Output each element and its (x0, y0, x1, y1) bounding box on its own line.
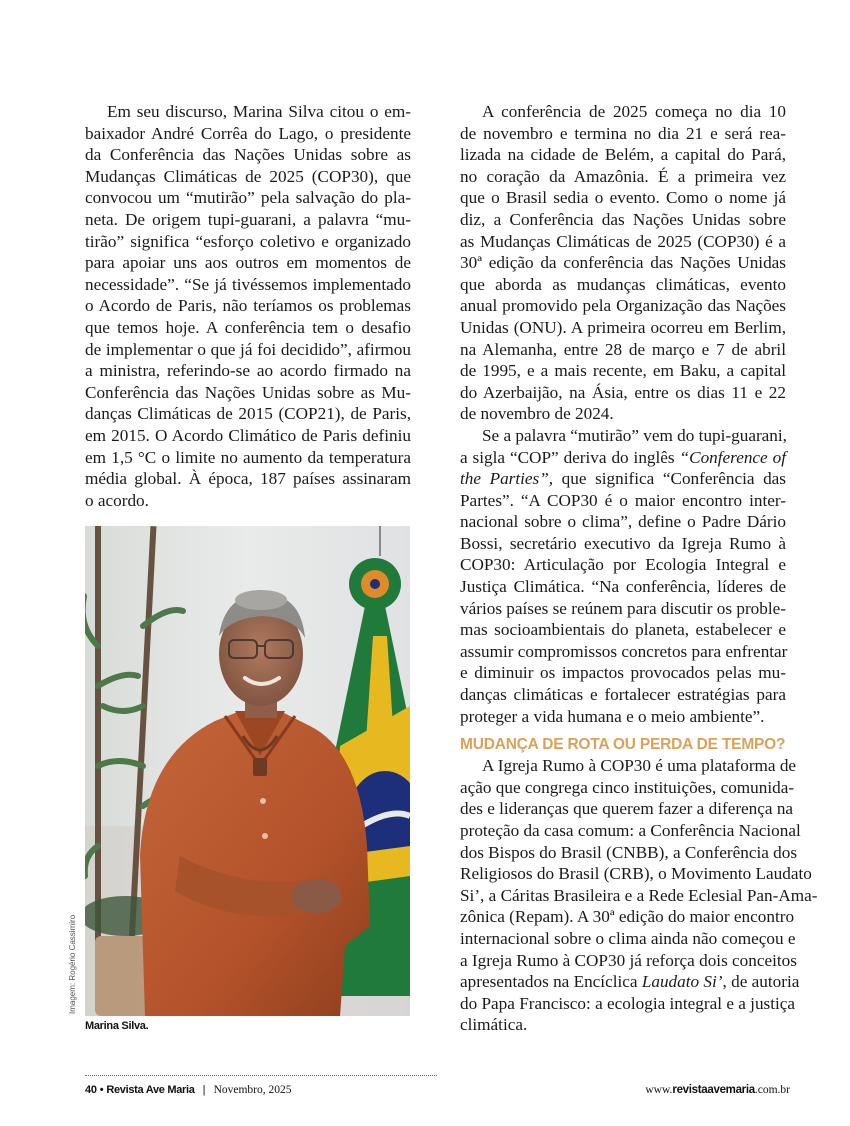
text-line: A Igreja Rumo à COP30 é uma plataforma de (482, 756, 797, 776)
url-prefix: www. (645, 1084, 673, 1096)
text-line: anual promovido pela Organização das Nações (460, 296, 786, 316)
text-line: da Conferência das Nações Unidas sobre as (85, 145, 411, 165)
text-line: de implementar o que já foi decidido”, afirmou (85, 339, 411, 359)
text-line: COP30: Articulação por Ecologia Integral e (460, 555, 786, 575)
text-line: danças climáticas e fortalecer estratégias para (460, 685, 786, 705)
text-line: na Alemanha, entre 28 de março e 7 de abril (460, 339, 786, 359)
website-link[interactable] (645, 1084, 790, 1096)
text-line: Conferência das Nações Unidas sobre as Mu- (85, 382, 411, 402)
photo-caption: Marina Silva. (85, 1020, 149, 1032)
text-line: e diminuir os impactos provocados pelas mu- (460, 663, 786, 683)
text-line: Em seu discurso, Marina Silva citou o em- (107, 102, 411, 121)
text-line: que temos hoje. A conferência tem o desafio (85, 317, 411, 337)
section-subheading: MUDANÇA DE ROTA OU PERDA DE TEMPO? (460, 736, 786, 754)
text-line: as Mudanças Climáticas de 2025 (COP30) é a (460, 231, 786, 251)
magazine-name: Revista Ave Maria (106, 1084, 195, 1096)
url-domain: revistaavemaria (672, 1084, 755, 1096)
issue-date: Novembro, 2025 (213, 1084, 292, 1096)
footer-divider (85, 1075, 437, 1076)
text-line: que aborda as mudanças climáticas, evento (460, 274, 786, 294)
text-line: assumir compromissos concretos para enfrentar (460, 641, 788, 661)
text-line: no coração da Amazônia. É a primeira vez (460, 166, 786, 186)
text-line (460, 468, 786, 490)
article-right-column (460, 101, 818, 1036)
url-suffix: .com.br (754, 1084, 790, 1096)
text-line: danças Climáticas de 2015 (COP21), de Paris, (85, 404, 411, 424)
footer-folio (85, 1084, 292, 1096)
text-line: diz, a Conferência das Nações Unidas sobre (460, 209, 786, 229)
pipe-separator: | (202, 1084, 206, 1096)
text-line: do Papa Francisco: a ecologia integral e a justiça (460, 993, 796, 1013)
text-line: do Azerbaijão, na Ásia, entre os dias 11 e 22 (460, 382, 786, 402)
text-line: de 1995, e a mais recente, em Baku, a capital (460, 361, 786, 381)
text-line: o Acordo de Paris, não teríamos os problemas (85, 296, 411, 316)
text-span: apresentados na Encíclica (460, 972, 642, 992)
text-line: Bossi, secretário executivo da Igreja Rumo à (460, 533, 786, 553)
text-line: em 1,5 °C o limite no aumento da temperatura (85, 447, 411, 467)
text-line (460, 447, 786, 469)
text-line: Unidas (ONU). A primeira ocorreu em Berlim, (460, 317, 786, 337)
text-line: para apoiar uns aos outros em momentos de (85, 253, 411, 273)
text-line: climática. (460, 1015, 528, 1035)
text-line: Partes”. “A COP30 é o maior encontro inter- (460, 490, 786, 510)
text-line: ação que congrega cinco instituições, comunida- (460, 777, 795, 797)
text-line: Se a palavra “mutirão” vem do tupi-guarani, (482, 425, 787, 445)
text-line: proteger a vida humana e o meio ambiente”. (460, 706, 765, 726)
text-span: a sigla “COP” deriva do inglês (460, 447, 680, 467)
text-line: Justiça Climática. “Na conferência, líderes de (460, 577, 786, 597)
text-line: que o Brasil sedia o evento. Como o nome já (460, 188, 786, 208)
text-line: o acordo. (85, 490, 149, 510)
text-line: des e lideranças que querem fazer a diferença na (460, 799, 794, 819)
text-line: média global. À época, 187 países assinaram (85, 469, 411, 489)
text-line: zônica (Repam). A 30ª edição do maior encontro (460, 907, 795, 927)
text-line: a ministra, referindo-se ao acordo firmado na (85, 361, 411, 381)
text-span: , que significa “Conferência das (548, 469, 786, 489)
italic-term: Laudato Si’ (641, 972, 723, 992)
text-span: , de autoria (722, 972, 800, 992)
text-line: mas socioambientais do planeta, estabelecer e (460, 620, 786, 640)
photo-marina-silva (85, 526, 410, 1016)
photo-credit: Imagem: Rogério Cassimiro (68, 914, 77, 1014)
text-line: Mudanças Climáticas de 2025 (COP30), que (85, 166, 411, 186)
text-line: tirão” significa “esforço coletivo e organizado (85, 231, 411, 251)
text-line: Si’, a Cáritas Brasileira e a Rede Eclesial Pan-Ama- (460, 885, 818, 905)
text-line: 30ª edição da conferência das Nações Unidas (460, 253, 786, 273)
text-line: proteção da casa comum: a Conferência Nacional (460, 821, 801, 840)
text-line: neta. De origem tupi-guarani, a palavra “mu- (85, 209, 411, 229)
text-line: de novembro e termina no dia 21 e será rea- (460, 123, 786, 143)
text-line: vários países se reúnem para discutir os proble- (460, 598, 786, 618)
text-line: convocou um “mutirão” pela salvação do pla- (85, 188, 411, 208)
bullet-separator: • (99, 1084, 104, 1096)
text-line: internacional sobre o clima ainda não começou e (460, 928, 796, 948)
text-line: em 2015. O Acordo Climático de Paris definiu (85, 425, 411, 445)
text-line: dos Bispos do Brasil (CNBB), a Conferência dos (460, 842, 798, 862)
text-line: a Igreja Rumo à COP30 já reforça dois conceitos (460, 950, 797, 970)
text-line: lizada na cidade de Belém, a capital do Pará, (460, 145, 786, 165)
page-number: 40 (85, 1084, 97, 1096)
text-line: nacional sobre o clima”, define o Padre Dário (460, 512, 786, 532)
text-line: de novembro de 2024. (460, 404, 614, 424)
text-line: Religiosos do Brasil (CRB), o Movimento Laudato (460, 864, 812, 884)
text-line (460, 971, 800, 993)
text-line: A conferência de 2025 começa no dia 10 (482, 102, 786, 121)
article-left-column (85, 101, 411, 511)
portrait-illustration (85, 526, 410, 1016)
italic-term: the Parties” (460, 469, 549, 489)
text-line: baixador André Corrêa do Lago, o presidente (85, 123, 411, 143)
text-line: necessidade”. “Se já tivéssemos implementado (85, 274, 411, 294)
italic-term: “Conference of (679, 447, 786, 467)
